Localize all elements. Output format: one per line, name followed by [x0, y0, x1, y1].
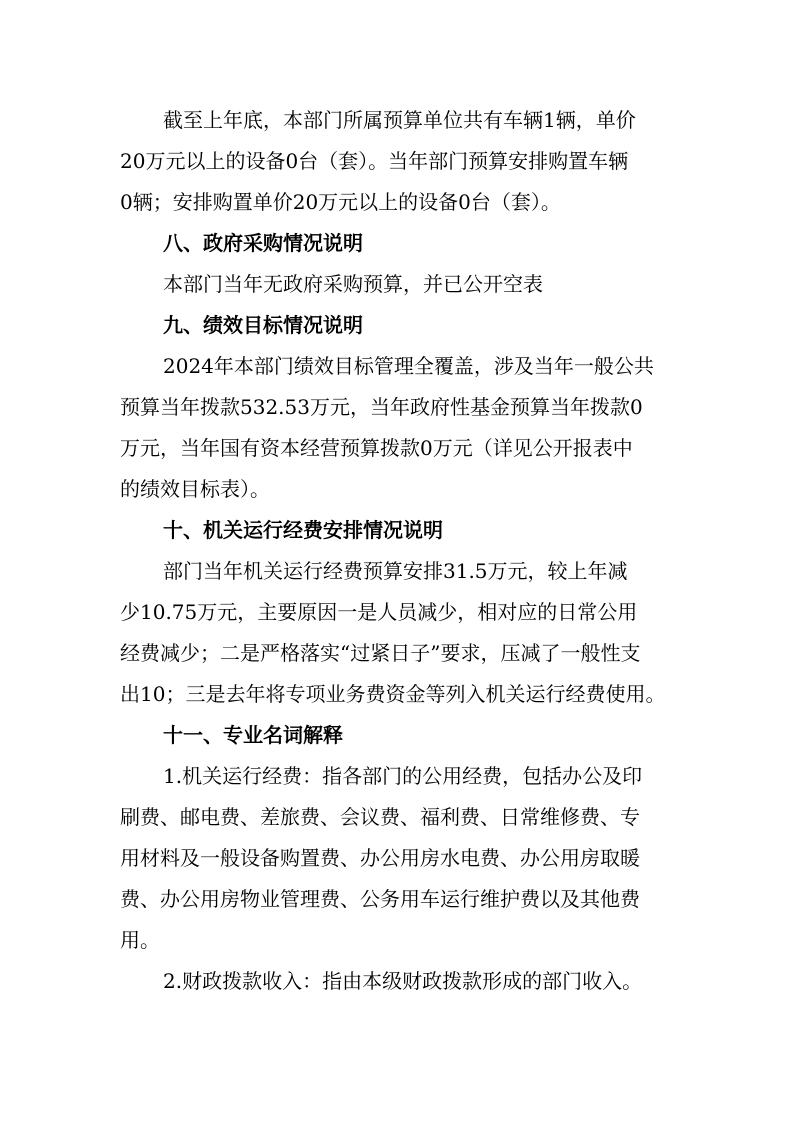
- paragraph-line: 的绩效目标表）。: [120, 477, 270, 501]
- paragraph-line: 预算当年拨款532.53万元，当年政府性基金预算当年拨款0: [120, 395, 643, 419]
- paragraph-line: 部门当年机关运行经费预算安排31.5万元，较上年减: [163, 559, 628, 583]
- paragraph-line: 截至上年底，本部门所属预算单位共有车辆1辆，单价: [163, 108, 636, 132]
- paragraph-line: 0辆；安排购置单价20万元以上的设备0台（套）。: [120, 190, 561, 214]
- glossary-item-line: 用。: [120, 928, 160, 952]
- paragraph-line: 出10；三是去年将专项业务费资金等列入机关运行经费使用。: [120, 682, 666, 706]
- glossary-item-line: 刷费、邮电费、差旅费、会议费、福利费、日常维修费、专: [120, 805, 640, 829]
- paragraph-line: 万元，当年国有资本经营预算拨款0万元（详见公开报表中: [120, 436, 633, 460]
- paragraph-line: 少10.75万元，主要原因一是人员减少，相对应的日常公用: [120, 600, 638, 624]
- section-heading-glossary: 十一、专业名词解释: [163, 723, 343, 747]
- glossary-item-line: 1.机关运行经费：指各部门的公用经费，包括办公及印: [163, 764, 643, 788]
- section-heading-operating-expenses: 十、机关运行经费安排情况说明: [163, 518, 443, 542]
- paragraph-line: 本部门当年无政府采购预算，并已公开空表: [163, 272, 543, 296]
- glossary-item-line: 费、办公用房物业管理费、公务用车运行维护费以及其他费: [120, 887, 640, 911]
- section-heading-performance: 九、绩效目标情况说明: [163, 313, 363, 337]
- section-heading-procurement: 八、政府采购情况说明: [163, 231, 363, 255]
- glossary-item-line: 2.财政拨款收入：指由本级财政拨款形成的部门收入。: [163, 969, 643, 993]
- paragraph-line: 经费减少；二是严格落实“过紧日子”要求，压减了一般性支: [120, 641, 641, 665]
- glossary-item-line: 用材料及一般设备购置费、办公用房水电费、办公用房取暖: [120, 846, 640, 870]
- paragraph-line: 2024年本部门绩效目标管理全覆盖，涉及当年一般公共: [163, 354, 654, 378]
- paragraph-line: 20万元以上的设备0台（套）。当年部门预算安排购置车辆: [120, 149, 629, 173]
